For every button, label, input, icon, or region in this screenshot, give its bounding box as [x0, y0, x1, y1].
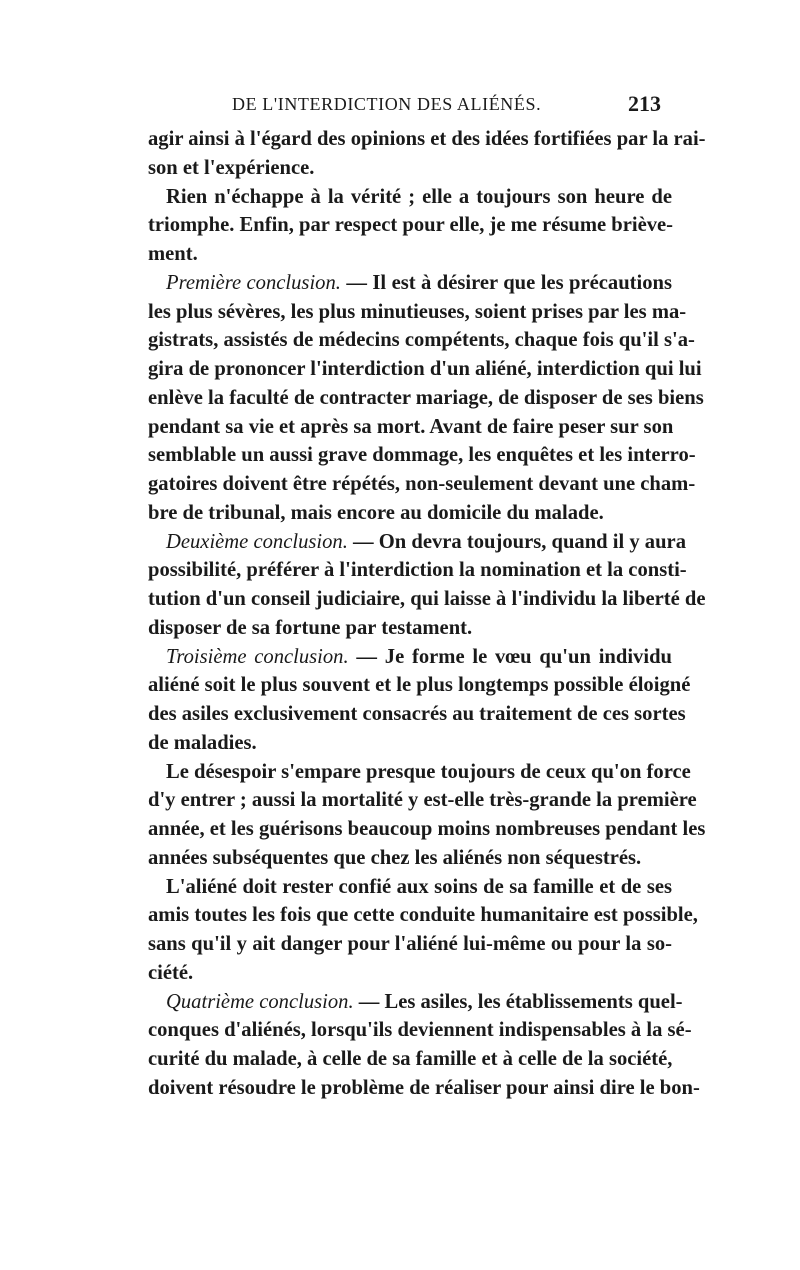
line-text: tution d'un conseil judiciaire, qui laisse à l'individu la liberté de — [148, 588, 706, 610]
text-line — [148, 758, 691, 787]
line-text: années subséquentes que chez les aliénés non séquestrés. — [148, 846, 642, 869]
text-line — [148, 298, 687, 327]
line-text: curité du malade, à celle de sa famille et à celle de la société, — [148, 1048, 673, 1070]
line-text: sans qu'il y ait danger pour l'aliéné lui-même ou pour la so- — [148, 933, 672, 955]
line-text: gistrats, assistés de médecins compétents, chaque fois qu'il s'a- — [148, 329, 695, 352]
body-text — [148, 125, 706, 1103]
conclusion-heading: Deuxième conclusion. — [166, 530, 348, 553]
text-line — [148, 211, 672, 240]
page-number: 213 — [628, 91, 661, 116]
text-line — [148, 154, 672, 183]
text-line — [148, 671, 691, 700]
line-text: agir ainsi à l'égard des opinions et des idées fortifiées par la rai- — [148, 128, 706, 150]
line-text: amis toutes les fois que cette conduite humanitaire est possible, — [148, 904, 698, 927]
text-line — [148, 786, 697, 815]
text-line — [148, 269, 672, 298]
line-text: disposer de sa fortune par testament. — [148, 616, 473, 639]
text-line — [148, 873, 672, 902]
text-line — [148, 556, 687, 585]
conclusion-heading: Première conclusion. — [166, 271, 341, 294]
line-text: doivent résoudre le problème de réaliser pour ainsi dire le bon- — [148, 1076, 700, 1099]
line-text: des asiles exclusivement consacrés au traitement de ces sortes — [148, 703, 686, 725]
line-text: triomphe. Enfin, par respect pour elle, je me résume briève- — [148, 214, 674, 237]
line-text: L'aliéné doit rester confié aux soins de sa famille et de ses — [166, 875, 672, 898]
line-text: — Il est à désirer que les précautions — [340, 271, 672, 294]
line-text: gira de prononcer l'interdiction d'un aliéné, interdiction qui lui — [148, 358, 702, 380]
text-line — [148, 643, 672, 672]
text-line — [148, 384, 704, 413]
text-line — [148, 183, 672, 212]
text-line — [148, 729, 672, 758]
line-text: ment. — [148, 243, 198, 265]
conclusion-heading: Quatrième conclusion. — [166, 990, 354, 1013]
line-text: Rien n'échappe à la vérité ; elle a toujours son heure de — [166, 185, 672, 208]
running-title: DE L'INTERDICTION DES ALIÉNÉS. — [232, 94, 542, 114]
line-text: Le désespoir s'empare presque toujours de ceux qu'on force — [166, 760, 691, 783]
line-text: — Je forme le vœu qu'un individu — [348, 645, 672, 668]
text-line — [148, 901, 698, 930]
line-text: ciété. — [148, 961, 194, 984]
text-line — [148, 700, 686, 729]
text-line — [148, 959, 672, 988]
line-text: de maladies. — [148, 731, 257, 754]
line-text: les plus sévères, les plus minutieuses, soient prises par les ma- — [148, 300, 687, 323]
text-line — [148, 355, 702, 384]
text-line — [148, 499, 672, 528]
text-line — [148, 930, 672, 959]
text-line — [148, 1045, 672, 1074]
line-text: possibilité, préférer à l'interdiction la nomination et la consti- — [148, 559, 687, 582]
line-text: gatoires doivent être répétés, non-seulement devant une cham- — [148, 473, 696, 495]
text-line — [148, 125, 706, 154]
text-line — [148, 614, 672, 643]
text-line — [148, 470, 696, 499]
text-line — [148, 1074, 700, 1103]
line-text: enlève la faculté de contracter mariage, de disposer de ses biens — [148, 386, 704, 409]
text-line — [148, 240, 672, 269]
text-line — [148, 815, 706, 844]
conclusion-heading: Troisième conclusion. — [166, 645, 349, 668]
line-text: pendant sa vie et après sa mort. Avant de faire peser sur son — [148, 415, 674, 438]
line-text: — Les asiles, les établissements quel- — [353, 990, 683, 1013]
text-line — [148, 585, 706, 614]
line-text: année, et les guérisons beaucoup moins nombreuses pendant les — [148, 818, 706, 840]
text-line — [148, 528, 686, 557]
line-text: conques d'aliénés, lorsqu'ils deviennent indispensables à la sé- — [148, 1019, 692, 1042]
text-line — [148, 844, 672, 873]
text-line — [148, 326, 695, 355]
text-line — [148, 1016, 692, 1045]
line-text: son et l'expérience. — [148, 156, 315, 179]
line-text: — On devra toujours, quand il y aura — [347, 530, 686, 553]
text-line — [148, 441, 696, 470]
line-text: aliéné soit le plus souvent et le plus longtemps possible éloigné — [148, 674, 691, 697]
line-text: semblable un aussi grave dommage, les enquêtes et les interro- — [148, 444, 696, 467]
line-text: bre de tribunal, mais encore au domicile du malade. — [148, 501, 604, 524]
line-text: d'y entrer ; aussi la mortalité y est-elle très-grande la première — [148, 789, 697, 812]
text-line — [148, 413, 672, 442]
text-line — [148, 988, 683, 1017]
